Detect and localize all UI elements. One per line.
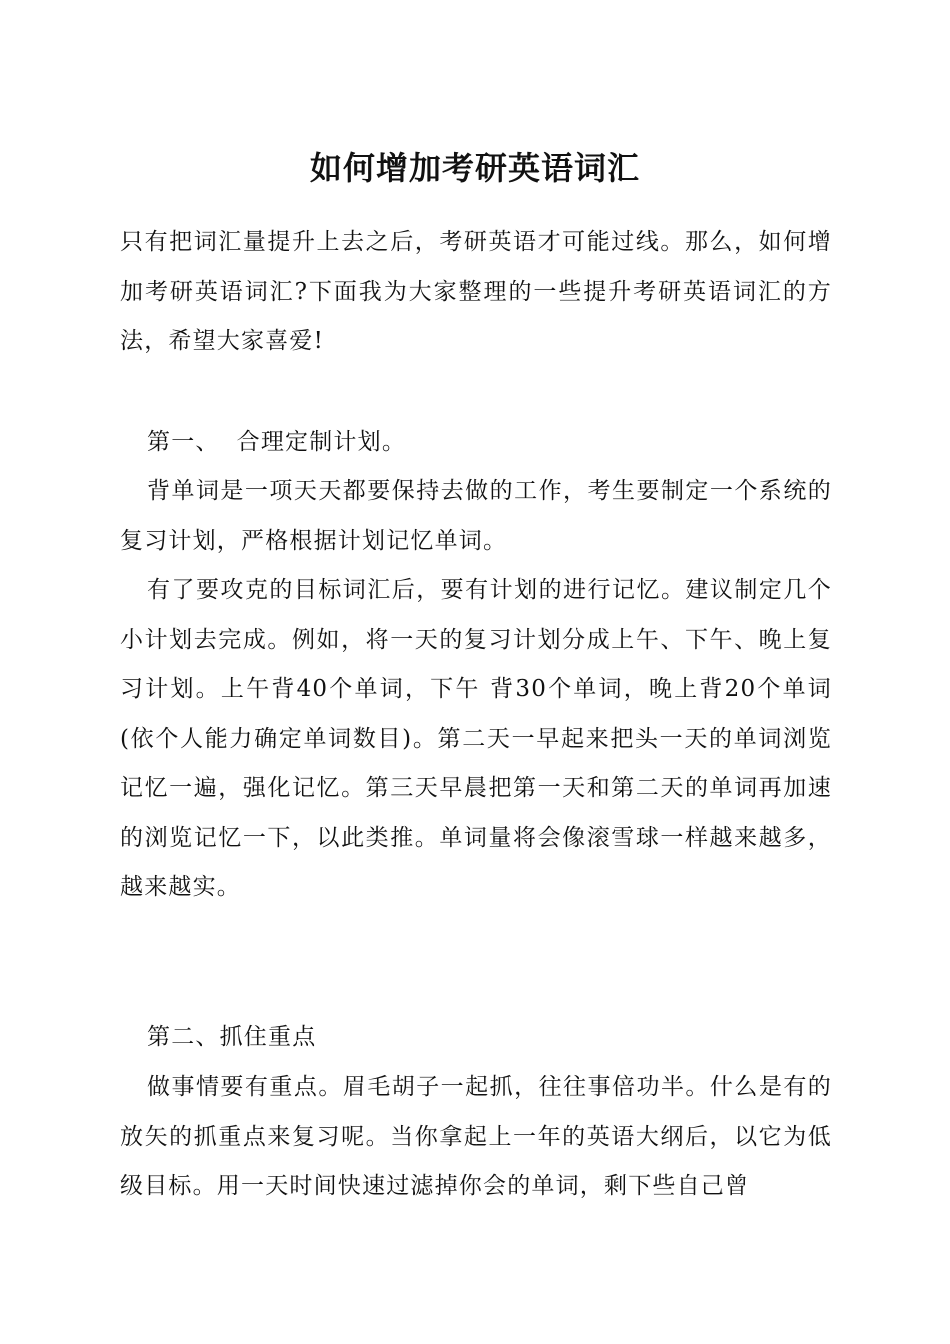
section-1-paragraph-2: 有了要攻克的目标词汇后，要有计划的进行记忆。建议制定几个小计划去完成。例如，将一天的复习计划分成上午、下午、晚上复习计划。上午背40个单词，下午 背30个单词，晚上背20个单词(依个人能力确定单词数目)。第二天一早起来把头一天的单词浏览记忆一遍，强化记忆。第三天早晨把第一天和第二天的单词再加速的浏览记忆一下，以此类推。单词量将会像滚雪球一样越来越多，越来越实。 — [120, 577, 832, 900]
section-2-paragraph-1: 做事情要有重点。眉毛胡子一起抓，往往事倍功半。什么是有的放矢的抓重点来复习呢。当你拿起上一年的英语大纲后，以它为低级目标。用一天时间快速过滤掉你会的单词，剩下些自己曾 — [120, 1074, 832, 1199]
intro-paragraph: 只有把词汇量提升上去之后，考研英语才可能过线。那么，如何增加考研英语词汇?下面我为大家整理的一些提升考研英语词汇的方法，希望大家喜爱! — [120, 229, 832, 354]
document-title: 如何增加考研英语词汇 — [309, 149, 640, 187]
section-2-heading: 第二、抓住重点 — [147, 1024, 317, 1050]
section-1-heading: 第一、 合理定制计划。 — [147, 429, 407, 455]
section-1-paragraph-1: 背单词是一项天天都要保持去做的工作，考生要制定一个系统的复习计划，严格根据计划记忆单词。 — [120, 478, 832, 554]
